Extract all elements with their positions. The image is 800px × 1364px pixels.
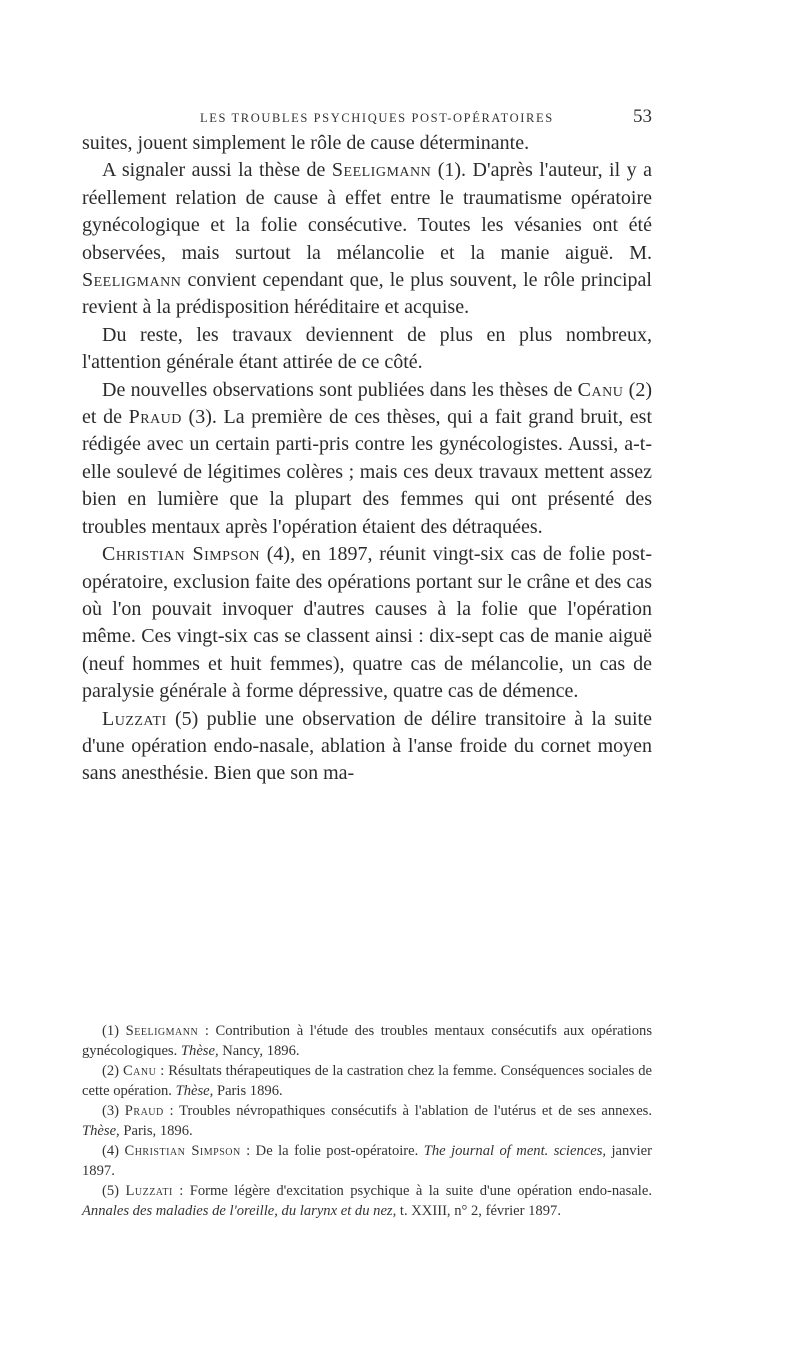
paragraph-1-text: suites, jouent simplement le rôle de cause déterminante. [82,132,530,154]
footnote-3 [82,1101,652,1141]
footnote-italic: Annales des maladies de l'oreille, du larynx et du nez, [82,1203,397,1219]
text: convient cependant que, le plus souvent, le rôle principal revient à la prédisposition héréditaire et acquise. [82,269,652,319]
footnote-author: Praud [124,1103,164,1119]
footnote-text: : De la folie post-opératoire. [240,1143,424,1159]
footnote-author: Canu [122,1063,157,1079]
footnote-text: : Résultats thérapeutiques de la castration chez la femme. Conséquences sociales de cette opération. [82,1063,652,1099]
footnote-2 [82,1061,652,1101]
footnote-end: Paris, 1896. [119,1123,193,1139]
footnote-author: Christian Simpson [124,1143,241,1159]
footnote-4 [82,1141,652,1181]
paragraph-6 [82,706,652,788]
footnote-text: : Troubles névropathiques consécutifs à l'ablation de l'utérus et de ses annexes. [163,1103,652,1119]
footnote-number: (4) [102,1143,125,1159]
footnote-5 [82,1181,652,1221]
page-number: 53 [633,106,652,127]
author-name: Seeligmann [331,159,432,182]
paragraph-5 [82,541,652,705]
author-name: Luzzati [102,707,167,730]
paragraph-2 [82,157,652,321]
footnote-number: (5) [102,1183,126,1199]
author-name: Seeligmann [82,269,182,292]
footnote-italic: The journal of ment. sciences, [423,1143,607,1159]
footnote-italic: Thèse, [82,1123,120,1139]
footnote-italic: Thèse, [175,1083,214,1099]
footnotes [82,1021,652,1221]
author-name: Praud [128,406,182,429]
footnote-author: Seeligmann [125,1023,199,1039]
text: (3). La première de ces thèses, qui a fait grand bruit, est rédigée avec un certain parti-pris contre les gynécologistes. Aussi, a-t-elle soulevé de légitimes colères ; mais ces deux travaux mettent assez bien en lumière que la plupart des femmes qui ont présenté des troubles mentaux après l'opération étaient des détraquées. [82,406,653,538]
paragraph-4 [82,377,652,541]
main-text [82,130,652,788]
text: De nouvelles observations sont publiées dans les thèses de [102,378,578,401]
footnote-end: t. XXIII, n° 2, février 1897. [396,1203,561,1219]
footnote-italic: Thèse, [180,1043,219,1059]
footnote-number: (2) [102,1063,123,1079]
footnote-end: janvier 1897. [82,1143,652,1179]
text: (5) publie une observation de délire transitoire à la suite d'une opération endo-nasale, ablation à l'anse froide du cornet moyen sans anesthésie. Bien que son ma- [82,707,652,785]
text: A signaler aussi la thèse de [102,159,332,182]
footnote-text: : Contribution à l'étude des troubles mentaux consécutifs aux opérations gynécologiques. [82,1023,652,1059]
footnote-author: Luzzati [125,1183,173,1199]
text: Du reste, les travaux deviennent de plus en plus nombreux, l'attention générale étant attirée de ce côté. [82,323,652,374]
footnote-1 [82,1021,652,1061]
text: (1). D'après l'auteur, il y a réellement relation de cause à effet entre le traumatisme opératoire gynécologique et la folie consécutive. Toutes les vésanies ont été observées, mais surtout la mélancolie et la manie aiguë. M. [82,159,652,264]
paragraph-1 [82,130,652,157]
author-name: Canu [577,378,624,401]
footnote-number: (3) [102,1103,125,1119]
author-name: Christian Simpson [102,543,260,566]
footnote-end: Nancy, 1896. [218,1043,300,1059]
footnote-text: : Forme légère d'excitation psychique à la suite d'une opération endo-nasale. [172,1183,652,1199]
running-head: LES TROUBLES PSYCHIQUES POST-OPÉRATOIRES [200,111,554,125]
paragraph-3 [82,322,652,377]
text: (4), en 1897, réunit vingt-six cas de folie post-opératoire, exclusion faite des opérations portant sur le crâne et des cas où l'on pouvait invoquer d'autres causes à la folie que l'opération même. Ces vingt-six cas se classent ainsi : dix-sept cas de manie aiguë (neuf hommes et huit femmes), quatre cas de mélancolie, un cas de paralysie générale à forme dépressive, quatre cas de démence. [82,543,652,703]
footnote-number: (1) [102,1023,126,1039]
footnote-end: Paris 1896. [213,1083,283,1099]
text: (2) et de [82,378,652,429]
page-header [82,106,652,128]
